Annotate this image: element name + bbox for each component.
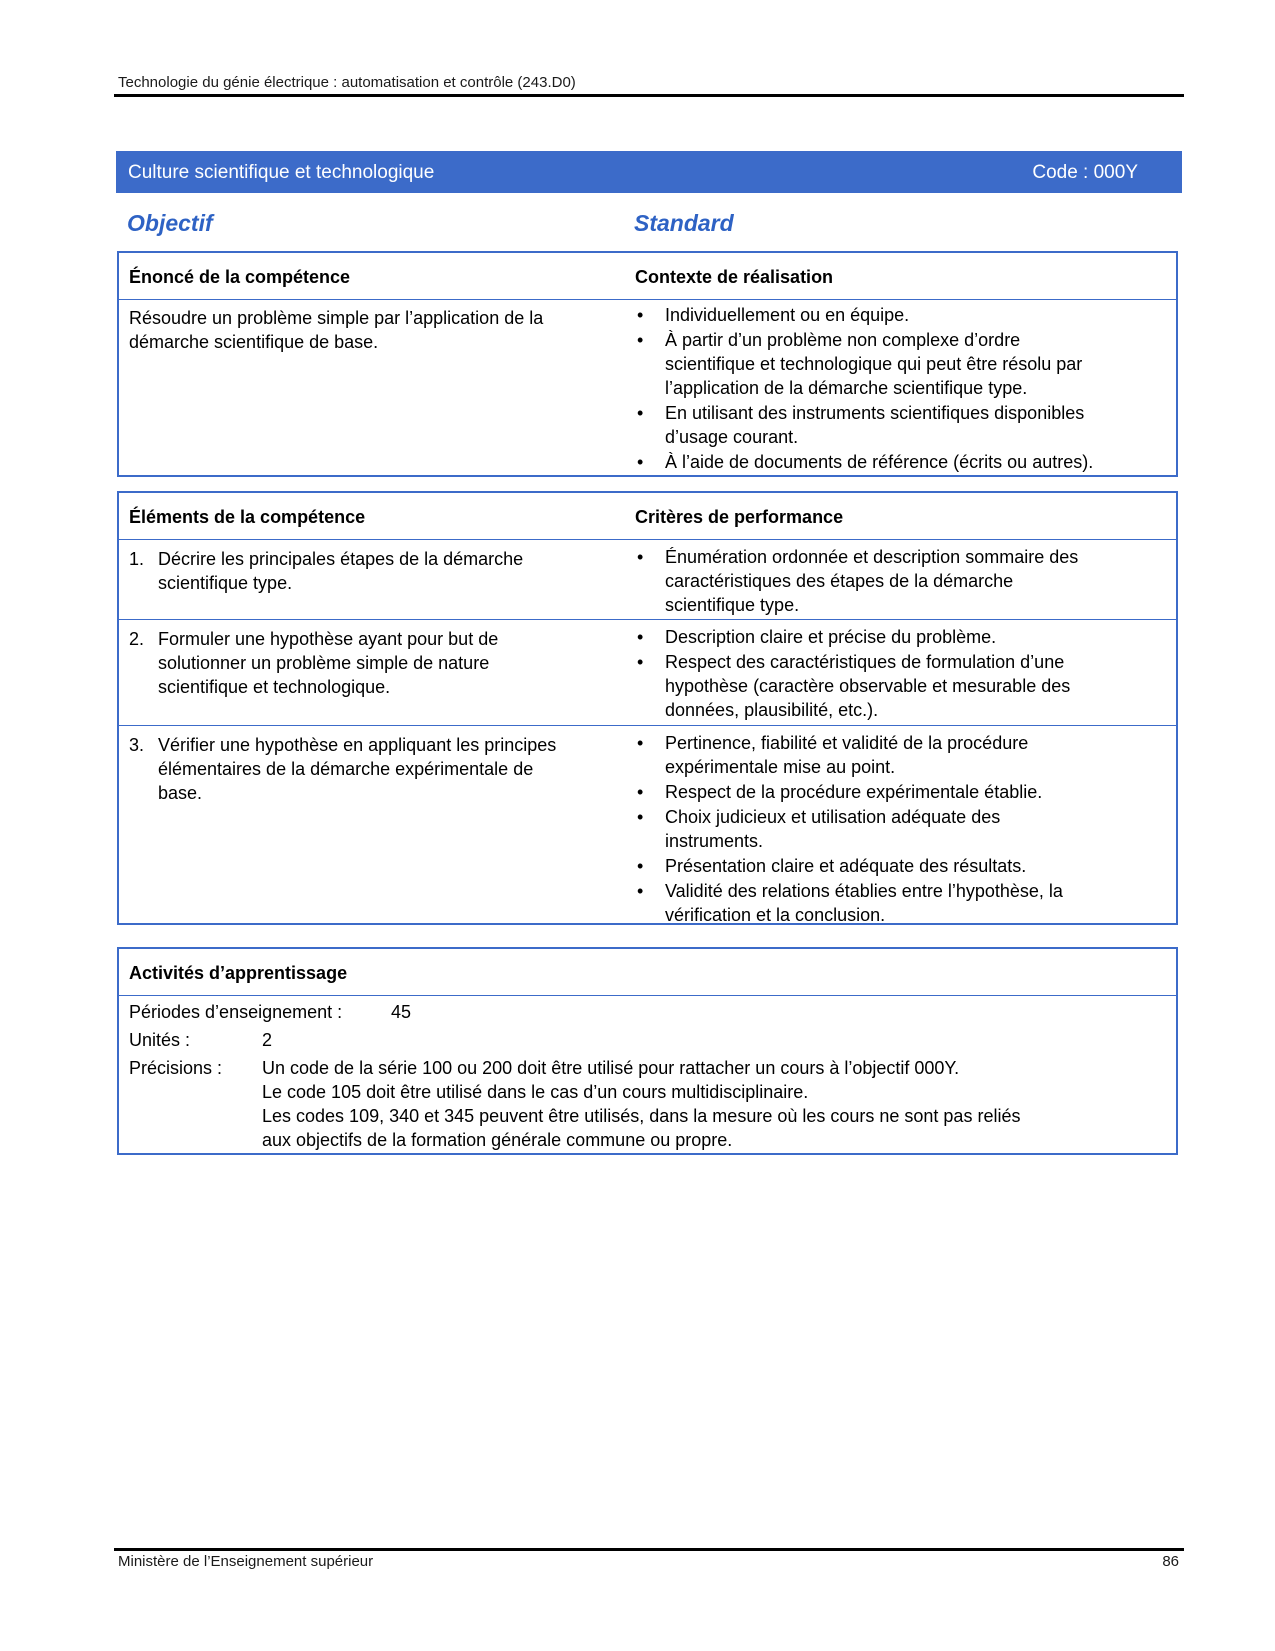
periodes-label: Périodes d’enseignement : bbox=[129, 1002, 343, 1022]
list-item: • Description claire et précise du problème. bbox=[635, 625, 1175, 649]
activites-box bbox=[117, 947, 1178, 1155]
footer-rule bbox=[114, 1548, 1184, 1551]
list-item: • Choix judicieux et utilisation adéquate des instruments. bbox=[635, 805, 1175, 853]
row-divider bbox=[119, 619, 1176, 620]
criteres-heading: Critères de performance bbox=[635, 507, 844, 527]
unites-label: Unités : bbox=[129, 1030, 191, 1050]
elements-box: Éléments de la compétence Critères de performance 1. Décrire les principales étapes de la démarche scientifique type. • Énumération ordonnée et description sommaire des caractéristiques des étapes de la démarche scientifique type. 2. Formuler une hypothèse ayant pour but de solutionner un problème simple de nature scientifique et technologique. • Description claire et précise du problème. • Respect des caractéristiques de formulation d’une hypothèse (caractère observable et mesurable des données, plausibilité, etc.). 3. Vérifier une hypothèse en appliquant les principes élémentaires de la démarche expérimentale de base. • Pertinence, fiabilité et validité de la procédure expérimentale mise au point. • Respect de la procédure expérimentale établie. • Choix judicieux et utilisation adéquate des instruments. • Présentation claire et adéquate des résultats. • Validité des relations établies entre l’hypothèse, la vérification et la conclusion. bbox=[117, 491, 1178, 925]
course-title: Culture scientifique et technologique bbox=[128, 162, 435, 183]
list-item: • Validité des relations établies entre l’hypothèse, la vérification et la conclusion. bbox=[635, 879, 1175, 927]
enonce-heading: Énoncé de la compétence bbox=[129, 267, 351, 287]
list-item: • Présentation claire et adéquate des résultats. bbox=[635, 854, 1175, 878]
activites-heading: Activités d’apprentissage bbox=[129, 963, 348, 983]
page-number: 86 bbox=[1162, 1553, 1179, 1570]
enonce-text: Résoudre un problème simple par l’application de la démarche scientifique de base. bbox=[129, 308, 544, 352]
precisions-text: Un code de la série 100 ou 200 doit être utilisé pour rattacher un cours à l’objectif 000Y. Le code 105 doit être utilisé dans le cas d’un cours multidisciplinaire. Les codes 109, 340 et 345 peuvent être utilisés, dans la mesure où les cours ne sont pas reliés aux objectifs de la formation générale commune ou propre. bbox=[262, 1058, 1021, 1150]
list-item: • Pertinence, fiabilité et validité de la procédure expérimentale mise au point. bbox=[635, 731, 1175, 779]
running-header: Technologie du génie électrique : automatisation et contrôle (243.D0) bbox=[118, 74, 576, 91]
list-item: • À l’aide de documents de référence (écrits ou autres). bbox=[635, 450, 1175, 474]
contexte-heading: Contexte de réalisation bbox=[635, 267, 834, 287]
criteres-list-2 bbox=[635, 625, 1175, 723]
header-rule bbox=[114, 94, 1184, 97]
list-item: • Respect des caractéristiques de formulation d’une hypothèse (caractère observable et mesurable des données, plausibilité, etc.). bbox=[635, 650, 1175, 722]
footer-ministry: Ministère de l’Enseignement supérieur bbox=[118, 1553, 374, 1570]
list-item: • Individuellement ou en équipe. bbox=[635, 303, 1175, 327]
list-item: • En utilisant des instruments scientifiques disponibles d’usage courant. bbox=[635, 401, 1175, 449]
course-code: Code : 000Y bbox=[1032, 162, 1138, 183]
row-divider bbox=[119, 299, 1176, 300]
list-item: • Respect de la procédure expérimentale établie. bbox=[635, 780, 1175, 804]
unites-value: 2 bbox=[262, 1030, 273, 1050]
criteres-list-1 bbox=[635, 545, 1175, 618]
periodes-value: 45 bbox=[391, 1002, 412, 1022]
list-item: • À partir d’un problème non complexe d’ordre scientifique et technologique qui peut être résolu par l’application de la démarche scientifique type. bbox=[635, 328, 1175, 400]
row-divider bbox=[119, 539, 1176, 540]
objectif-heading: Objectif bbox=[127, 210, 213, 236]
list-item: • Énumération ordonnée et description sommaire des caractéristiques des étapes de la démarche scientifique type. bbox=[635, 545, 1175, 617]
competence-box bbox=[117, 251, 1178, 477]
elements-heading: Éléments de la compétence bbox=[129, 507, 366, 527]
title-band bbox=[116, 151, 1182, 193]
criteres-list-3 bbox=[635, 731, 1175, 928]
row-divider bbox=[119, 995, 1176, 996]
row-divider bbox=[119, 725, 1176, 726]
contexte-list bbox=[635, 303, 1175, 475]
standard-heading: Standard bbox=[634, 210, 734, 236]
precisions-label: Précisions : bbox=[129, 1058, 223, 1078]
